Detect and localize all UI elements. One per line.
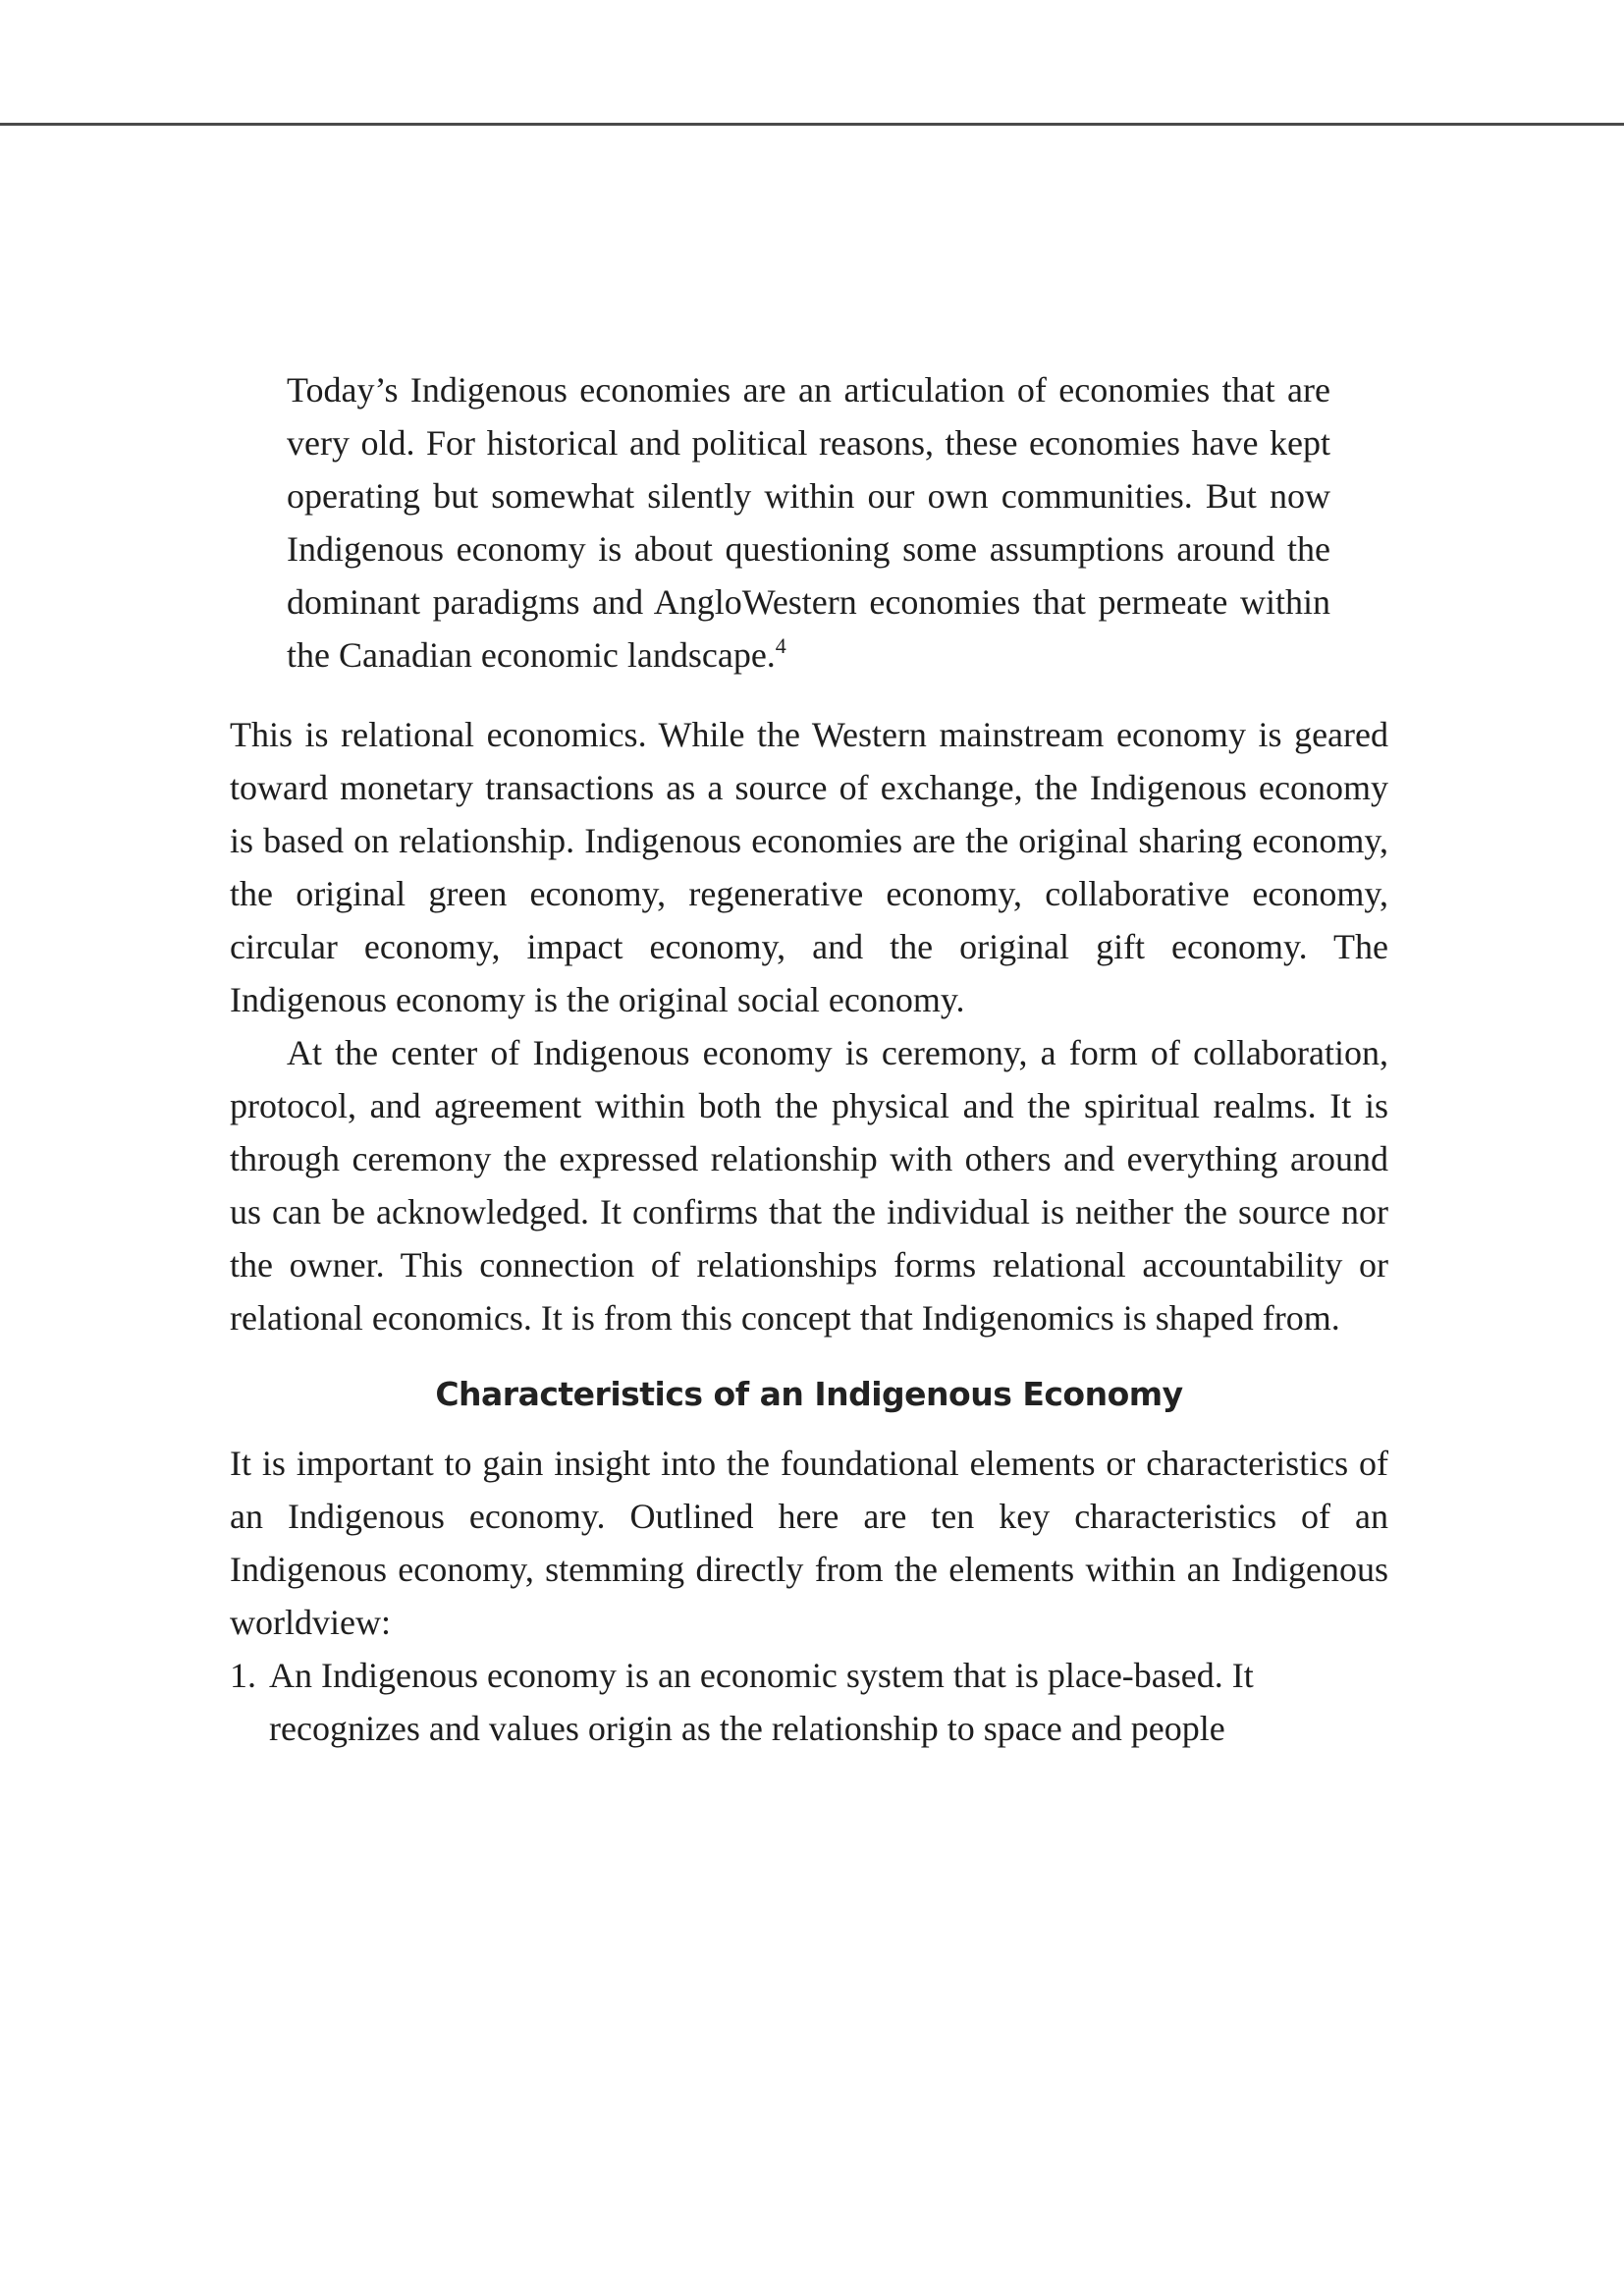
list-item-number: 1. xyxy=(230,1656,256,1695)
characteristics-list xyxy=(230,1649,1388,1755)
block-quote-text: Today’s Indigenous economies are an articulation of economies that are very old. For historical and political reasons, these economies have kept operating but somewhat silently within our own communities. But now Indigenous economy is about questioning some assumptions around the dominant paradigms and AngloWestern economies that permeate within the Canadian economic landscape. xyxy=(287,370,1330,675)
paragraph-ceremony: At the center of Indigenous economy is ceremony, a form of collaboration, protocol, and agreement within both the physical and the spiritual realms. It is through ceremony the expressed relationship with others and everything around us can be acknowledged. It confirms that the individual is neither the source nor the owner. This connection of relationships forms relational accountability or relational economics. It is from this concept that Indigenomics is shaped from. xyxy=(230,1033,1388,1338)
list-item xyxy=(230,1649,1388,1755)
page-body xyxy=(230,363,1388,1755)
block-quote xyxy=(287,363,1330,682)
paragraph-relational-economics: This is relational economics. While the Western mainstream economy is geared toward monetary transactions as a source of exchange, the Indigenous economy is based on relationship. Indigenous economies are the original sharing economy, the original green economy, regenerative economy, collaborative economy, circular economy, impact economy, and the original gift economy. The Indigenous economy is the original social economy. xyxy=(230,715,1388,1019)
top-rule xyxy=(0,123,1624,126)
section-heading: Characteristics of an Indigenous Economy xyxy=(435,1375,1183,1413)
list-item-text: An Indigenous economy is an economic system that is place-based. It recognizes and values origin as the relationship to space and people xyxy=(269,1656,1254,1748)
footnote-marker: 4 xyxy=(775,633,786,658)
section-intro: It is important to gain insight into the foundational elements or characteristics of an Indigenous economy. Outlined here are ten key characteristics of an Indigenous economy, stemming directly from the elements within an Indigenous worldview: xyxy=(230,1444,1388,1642)
